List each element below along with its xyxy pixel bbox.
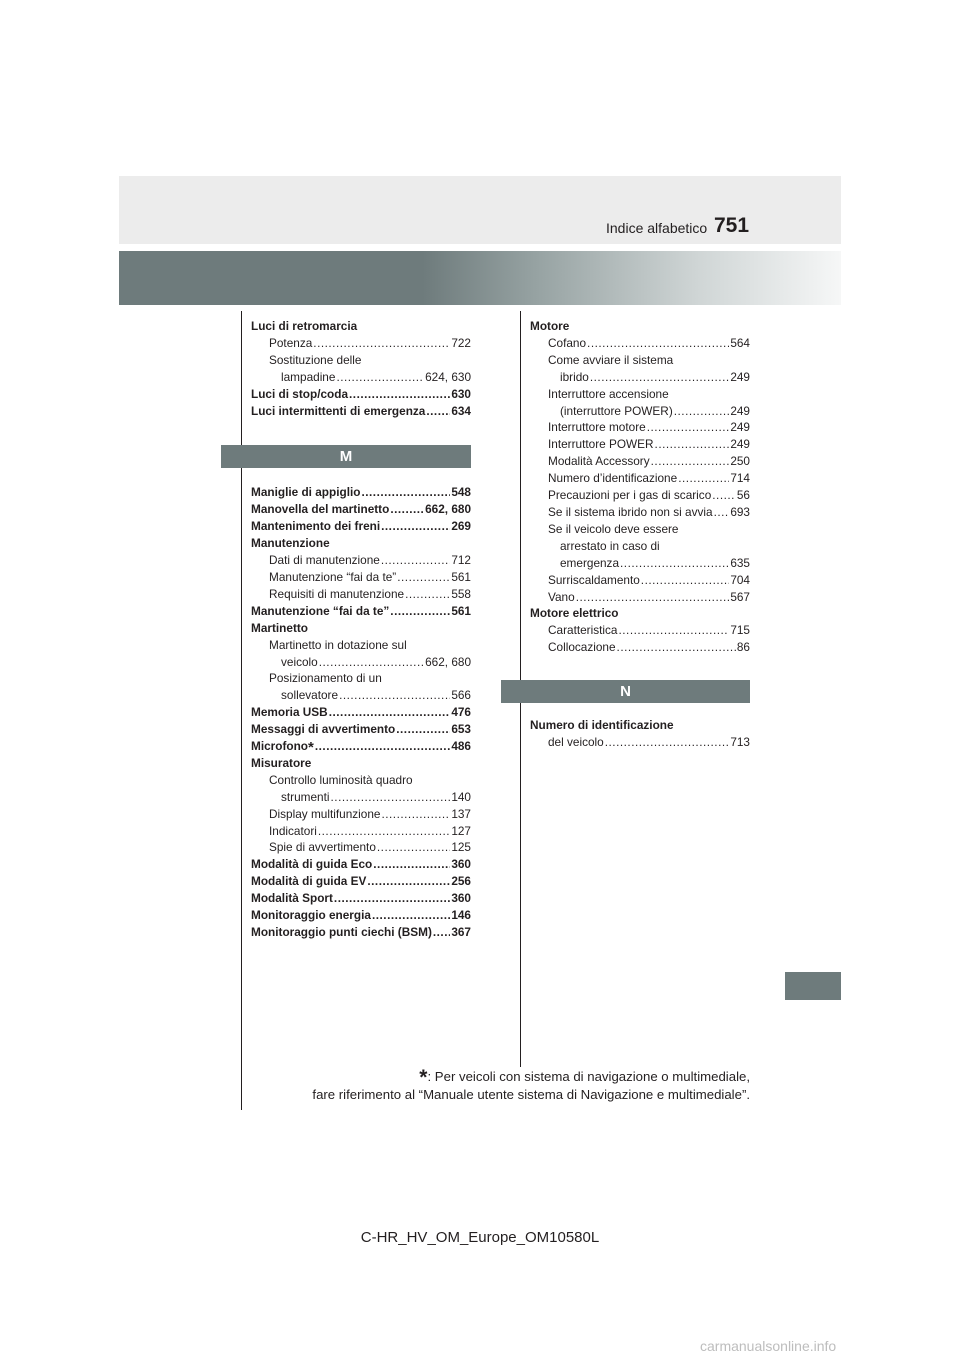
index-entry[interactable]: [251, 873, 471, 890]
entry-page-ref[interactable]: 561: [451, 569, 471, 584]
entry-page-ref[interactable]: 624, 630: [425, 369, 471, 384]
dot-leader: [647, 419, 730, 436]
entry-text: Misuratore: [251, 755, 312, 770]
entry-page-ref[interactable]: 367: [451, 925, 471, 939]
entry-text: Se il sistema ibrido non si avvia: [548, 504, 713, 519]
entry-text: Caratteristica: [548, 623, 618, 638]
index-entry[interactable]: [530, 538, 750, 555]
entry-text: Memoria USB: [251, 705, 328, 720]
entry-text: Spie di avvertimento: [269, 840, 376, 855]
entry-page-ref[interactable]: 548: [451, 485, 471, 500]
entry-page-ref[interactable]: 269: [451, 519, 471, 534]
entry-text: Mantenimento dei freni: [251, 519, 381, 534]
entry-text: Messaggi di avvertimento: [251, 722, 396, 737]
entry-text: Luci di retromarcia: [251, 319, 358, 333]
entry-text: sollevatore: [281, 688, 339, 703]
entry-page-ref[interactable]: 137: [451, 806, 471, 821]
index-group-l: [251, 318, 471, 419]
index-entry[interactable]: [530, 717, 750, 734]
entry-text: Manutenzione “fai da te”: [251, 603, 390, 618]
index-entry[interactable]: [251, 369, 471, 386]
dot-leader: [319, 654, 424, 671]
dot-leader: [377, 839, 450, 856]
dot-leader: [381, 806, 450, 823]
entry-text: del veicolo: [548, 735, 604, 750]
index-entry[interactable]: [530, 335, 750, 352]
dot-leader: [381, 518, 450, 535]
entry-text: Vano: [548, 589, 575, 604]
entry-text: Interruttore accensione: [548, 386, 669, 401]
entry-page-ref[interactable]: 360: [451, 891, 471, 906]
index-entry[interactable]: [251, 352, 471, 369]
entry-text: Indicatori: [269, 823, 317, 838]
index-group-m-cont: [530, 318, 750, 656]
entry-text: Potenza: [269, 335, 313, 350]
index-entry[interactable]: [251, 586, 471, 603]
entry-page-ref[interactable]: 567: [730, 589, 750, 604]
index-entry[interactable]: [530, 470, 750, 487]
entry-page-ref[interactable]: 256: [451, 874, 471, 889]
index-entry[interactable]: [251, 704, 471, 721]
dot-leader: [619, 622, 730, 639]
index-group-n: [530, 717, 750, 751]
index-entry[interactable]: [251, 318, 471, 335]
index-entry[interactable]: [530, 734, 750, 751]
dot-leader: [678, 470, 729, 487]
entry-page-ref[interactable]: 630: [451, 386, 471, 401]
entry-text: Controllo luminosità quadro: [269, 772, 413, 787]
entry-page-ref[interactable]: 249: [730, 437, 750, 452]
index-entry[interactable]: [251, 839, 471, 856]
index-entry[interactable]: [251, 403, 471, 420]
entry-text: Manutenzione: [251, 536, 330, 551]
entry-page-ref[interactable]: 486: [451, 739, 471, 754]
entry-text: arrestato in caso di: [560, 538, 660, 553]
index-entry[interactable]: [530, 589, 750, 606]
entry-page-ref[interactable]: 722: [451, 335, 471, 350]
entry-text: Se il veicolo deve essere: [548, 521, 679, 536]
index-entry[interactable]: [530, 504, 750, 521]
decorative-gradient-band: [119, 251, 841, 305]
entry-page-ref[interactable]: 714: [730, 471, 750, 486]
index-entry[interactable]: [251, 552, 471, 569]
document-code: C-HR_HV_OM_Europe_OM10580L: [360, 1229, 600, 1246]
index-entry[interactable]: [251, 823, 471, 840]
index-entry[interactable]: [530, 605, 750, 622]
letter-header-m: M: [221, 445, 471, 468]
dot-leader: [318, 823, 450, 840]
entry-page-ref[interactable]: 476: [451, 705, 471, 720]
index-entry[interactable]: [530, 487, 750, 504]
dot-leader: [433, 924, 450, 941]
entry-text: Numero di identificazione: [530, 718, 674, 733]
index-entry[interactable]: [251, 603, 471, 620]
entry-text: Requisiti di manutenzione: [269, 586, 405, 601]
entry-text: Modalità di guida Eco: [251, 857, 373, 872]
index-entry[interactable]: [251, 535, 471, 552]
dot-leader: [329, 704, 451, 721]
entry-page-ref[interactable]: 566: [451, 688, 471, 703]
index-entry[interactable]: [530, 318, 750, 335]
entry-text: Manovella del martinetto: [251, 502, 390, 517]
entry-page-ref[interactable]: 653: [451, 722, 471, 737]
entry-page-ref[interactable]: 564: [730, 335, 750, 350]
dot-leader: [381, 552, 450, 569]
entry-page-ref[interactable]: 634: [451, 403, 471, 418]
entry-text: Come avviare il sistema: [548, 352, 674, 367]
index-entry[interactable]: [251, 755, 471, 772]
entry-text: emergenza: [560, 555, 620, 570]
entry-page-ref[interactable]: 704: [730, 572, 750, 587]
dot-leader: [397, 569, 450, 586]
entry-page-ref[interactable]: 86: [736, 640, 750, 655]
entry-text: veicolo: [281, 654, 318, 669]
index-entry[interactable]: [530, 369, 750, 386]
dot-leader: [336, 369, 424, 386]
dot-leader: [714, 504, 730, 521]
entry-text: Manutenzione “fai da te”: [269, 569, 397, 584]
index-entry[interactable]: [251, 856, 471, 873]
entry-text: Microfono: [251, 739, 309, 754]
entry-page-ref[interactable]: 146: [451, 908, 471, 923]
entry-page-ref[interactable]: 662, 680: [425, 654, 471, 669]
index-entry[interactable]: [530, 386, 750, 403]
entry-text: Motore elettrico: [530, 606, 619, 621]
entry-text: Surriscaldamento: [548, 572, 640, 587]
index-entry[interactable]: [251, 924, 471, 941]
dot-leader: [590, 369, 729, 386]
index-entry[interactable]: [251, 721, 471, 738]
letter-header-n: N: [501, 680, 750, 703]
entry-text: Sostituzione delle: [269, 352, 362, 367]
entry-text: Monitoraggio energia: [251, 908, 371, 923]
entry-text: Maniglie di appiglio: [251, 485, 361, 500]
index-entry[interactable]: [251, 687, 471, 704]
index-entry[interactable]: [251, 670, 471, 687]
entry-page-ref[interactable]: 56: [736, 488, 750, 503]
index-column-left: [251, 318, 471, 941]
index-entry[interactable]: [251, 386, 471, 403]
entry-text: Motore: [530, 319, 570, 333]
entry-page-ref[interactable]: 249: [730, 403, 750, 418]
entry-text: Modalità di guida EV: [251, 874, 367, 889]
entry-text: Modalità Sport: [251, 891, 333, 906]
entry-page-ref[interactable]: 715: [730, 623, 750, 638]
entry-text: Precauzioni per i gas di scarico: [548, 488, 712, 503]
dot-leader: [373, 856, 450, 873]
entry-text: Dati di manutenzione: [269, 553, 380, 568]
entry-text: Cofano: [548, 335, 587, 350]
entry-text: Numero d’identificazione: [548, 471, 678, 486]
side-thumb-tab: [785, 972, 841, 1000]
entry-page-ref[interactable]: 558: [451, 586, 471, 601]
entry-text: Luci di stop/coda: [251, 386, 349, 401]
entry-page-ref[interactable]: 713: [730, 735, 750, 750]
index-column-right: [530, 318, 750, 751]
entry-page-ref[interactable]: 250: [730, 454, 750, 469]
entry-text: Interruttore POWER: [548, 437, 654, 452]
dot-leader: [396, 721, 450, 738]
entry-page-ref[interactable]: 693: [730, 504, 750, 519]
index-entry[interactable]: [530, 622, 750, 639]
entry-page-ref[interactable]: 712: [451, 553, 471, 568]
index-entry[interactable]: [530, 555, 750, 572]
index-entry[interactable]: Microfono * ..... 486: [251, 738, 471, 755]
dot-leader: [426, 403, 450, 420]
index-entry[interactable]: [530, 453, 750, 470]
index-entry[interactable]: [251, 569, 471, 586]
entry-text: Martinetto: [251, 620, 309, 635]
dot-leader: [361, 484, 450, 501]
index-entry[interactable]: [530, 419, 750, 436]
footnote-line-2: fare riferimento al “Manuale utente sistema di Navigazione e multimediale”.: [312, 1087, 750, 1102]
section-title: Indice alfabetico: [606, 220, 708, 236]
entry-page-ref[interactable]: 662, 680: [425, 502, 471, 517]
index-entry[interactable]: [530, 572, 750, 589]
index-entry[interactable]: [251, 484, 471, 501]
left-margin-rule: [241, 311, 242, 1110]
entry-text: Modalità Accessory: [548, 454, 650, 469]
index-entry[interactable]: [530, 352, 750, 369]
dot-leader: [315, 738, 450, 755]
index-entry[interactable]: [251, 806, 471, 823]
entry-text: Monitoraggio punti ciechi (BSM): [251, 925, 432, 939]
entry-page-ref[interactable]: 635: [730, 555, 750, 570]
footnote-asterisk: *: [419, 1066, 428, 1089]
dot-leader: [313, 335, 450, 352]
entry-text: lampadine: [281, 369, 336, 384]
footnote: [250, 1068, 750, 1103]
index-entry[interactable]: [530, 521, 750, 538]
dot-leader: [651, 453, 730, 470]
index-entry[interactable]: [251, 501, 471, 518]
entry-text: Posizionamento di un: [269, 671, 382, 686]
index-entry[interactable]: [530, 403, 750, 420]
index-entry[interactable]: [251, 620, 471, 637]
dot-leader: [367, 873, 450, 890]
entry-text: Luci intermittenti di emergenza: [251, 403, 426, 418]
dot-leader: [620, 555, 729, 572]
dot-leader: [390, 603, 450, 620]
entry-page-ref[interactable]: 561: [451, 603, 471, 618]
dot-leader: [576, 589, 730, 606]
entry-text: Interruttore motore: [548, 420, 646, 435]
dot-leader: [587, 335, 729, 352]
dot-leader: [712, 487, 736, 504]
dot-leader: [339, 687, 450, 704]
page-number: 751: [714, 214, 750, 237]
entry-page-ref[interactable]: 249: [730, 420, 750, 435]
dot-leader: [655, 436, 730, 453]
index-entry[interactable]: [251, 789, 471, 806]
index-entry[interactable]: [251, 335, 471, 352]
dot-leader: [674, 403, 730, 420]
entry-text: strumenti: [281, 789, 330, 804]
index-entry[interactable]: [530, 436, 750, 453]
index-entry[interactable]: [251, 654, 471, 671]
index-group-m: [251, 484, 471, 940]
entry-page-ref[interactable]: 127: [451, 823, 471, 838]
dot-leader: [405, 586, 450, 603]
entry-text: Martinetto in dotazione sul: [269, 637, 407, 652]
dot-leader: [372, 907, 450, 924]
entry-text: Display multifunzione: [269, 806, 381, 821]
index-entry[interactable]: [251, 518, 471, 535]
dot-leader: [617, 639, 736, 656]
dot-leader: [641, 572, 730, 589]
index-entry[interactable]: [251, 772, 471, 789]
watermark: carmanualsonline.info: [700, 1338, 837, 1354]
footnote-line-1: : Per veicoli con sistema di navigazione o multimediale,: [427, 1069, 750, 1084]
dot-leader: [331, 789, 451, 806]
dot-leader: [605, 734, 730, 751]
entry-text: ibrido: [560, 369, 589, 384]
dot-leader: [334, 890, 450, 907]
index-entry[interactable]: [530, 639, 750, 656]
dot-leader: [349, 386, 450, 403]
index-entry[interactable]: [251, 637, 471, 654]
entry-page-ref[interactable]: 140: [451, 789, 471, 804]
index-entry[interactable]: [251, 890, 471, 907]
dot-leader: [390, 501, 424, 518]
entry-text: Collocazione: [548, 640, 616, 655]
entry-page-ref[interactable]: 360: [451, 857, 471, 872]
index-entry[interactable]: [251, 907, 471, 924]
entry-page-ref[interactable]: 249: [730, 369, 750, 384]
entry-page-ref[interactable]: 125: [451, 840, 471, 855]
entry-text: (interruttore POWER): [560, 403, 673, 418]
